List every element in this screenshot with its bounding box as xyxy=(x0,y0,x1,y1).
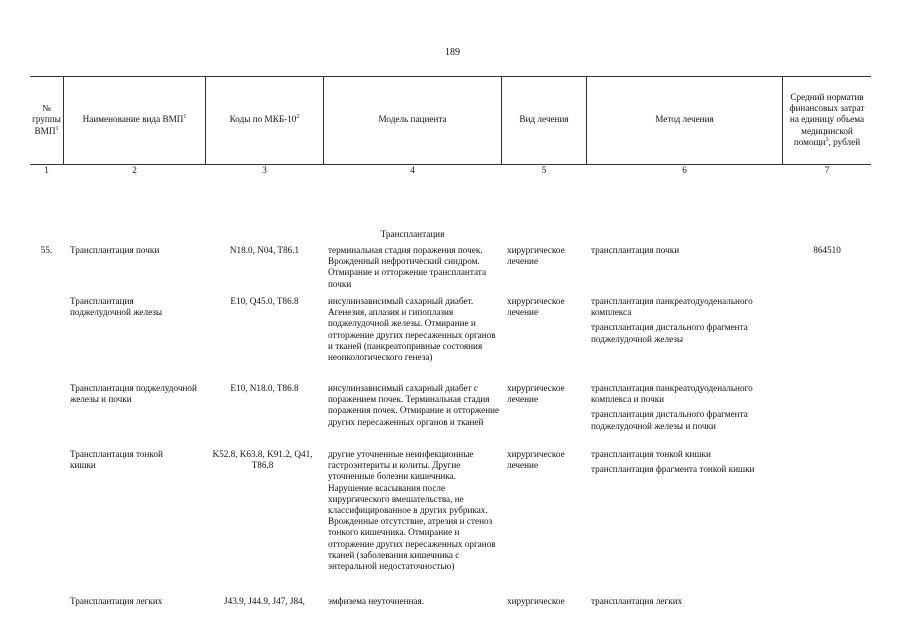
row-patient-model: инсулинзависимый сахарный диабет. Агенезия, аплазия и гипоплазия поджелудочной железы. Отмирание и отторжение других пересаженных органов и тканей (панкреатопривные состояния неонкологического генеза) xyxy=(328,296,496,363)
row-group-number: 55. xyxy=(40,245,53,255)
header-patient-model xyxy=(324,76,501,164)
row-treatment-method xyxy=(591,449,761,479)
header-average-cost-text: Средний норматив финансовых затрат на единицу объема медицинской помощи xyxy=(789,91,865,147)
row-treatment-type: хирургическое лечение xyxy=(507,245,565,267)
column-number: 4 xyxy=(410,165,415,175)
section-title: Трансплантация xyxy=(380,229,445,239)
row-icd-codes: N18.0, N04, T86.1 xyxy=(229,245,300,255)
header-group-number-text: № группы ВМП xyxy=(32,103,61,136)
header-vmp-name-text: Наименование вида ВМП xyxy=(82,114,184,125)
method-item: трансплантация дистального фрагмента поджелудочной железы xyxy=(591,322,748,344)
row-treatment-type: хирургическое лечение xyxy=(507,296,565,318)
page-number: 189 xyxy=(445,47,460,58)
row-vmp-name: Трансплантация легких xyxy=(70,596,163,606)
column-number: 5 xyxy=(541,165,547,175)
header-treatment-type-text: Вид лечения xyxy=(519,114,569,125)
method-item: трансплантация панкреатодуоденального комплекса и почки xyxy=(591,383,753,405)
method-item: трансплантация дистального фрагмента поджелудочной железы и почки xyxy=(591,409,748,431)
row-vmp-name: Трансплантация почки xyxy=(70,245,160,255)
column-number: 7 xyxy=(824,165,830,175)
column-number: 1 xyxy=(44,165,49,175)
header-treatment-type xyxy=(502,76,586,164)
row-icd-codes: J43.9, J44.9, J47, J84, xyxy=(224,596,305,606)
header-icd-codes xyxy=(206,76,323,164)
method-item: трансплантация легких xyxy=(591,596,683,606)
row-patient-model: другие уточненные неинфекционные гастроэнтериты и колиты. Другие уточненные болезни кишечника. Нарушение всасывания после хирургического вмешательства, не классифицированное в других рубриках. Врожденные отсутствие, атрезия и стеноз тонкого кишечника. Отмирание и отторжение других пересаженных органов тканей (заболевания кишечника с энтеральной недостаточностью) xyxy=(328,449,496,572)
header-group-number xyxy=(30,76,63,164)
method-item: трансплантация панкреатодуоденального комплекса xyxy=(591,296,753,318)
header-treatment-method-text: Метод лечения xyxy=(655,114,714,125)
row-treatment-type: хирургическое xyxy=(507,596,565,606)
row-patient-model: эмфизема неуточненная. xyxy=(328,596,425,606)
row-vmp-name: Трансплантация тонкой кишки xyxy=(70,449,163,471)
column-number: 2 xyxy=(132,165,137,175)
row-vmp-name: Трансплантация поджелудочной железы xyxy=(70,296,163,318)
footnote-marker: 1 xyxy=(183,114,187,121)
row-treatment-method xyxy=(591,245,781,260)
header-icd-codes-text: Коды по МКБ-10 xyxy=(229,114,297,125)
row-treatment-type: хирургическое лечение xyxy=(507,449,565,471)
column-number: 6 xyxy=(682,165,687,175)
row-treatment-method xyxy=(591,596,781,611)
header-vmp-name xyxy=(64,76,205,164)
footnote-marker: 2 xyxy=(296,114,300,121)
row-vmp-name: Трансплантация поджелудочной железы и почки xyxy=(70,383,197,405)
row-treatment-method xyxy=(591,383,786,436)
method-item: трансплантация почки xyxy=(591,245,680,255)
row-icd-codes: E10, N18.0, T86.8 xyxy=(230,383,299,393)
row-icd-codes: E10, Q45.0, T86.8 xyxy=(230,296,299,306)
header-average-cost xyxy=(783,76,871,164)
row-treatment-method xyxy=(591,296,786,349)
row-icd-codes: K52.8, K63.8, K91.2, Q41, T86.8 xyxy=(212,449,313,471)
row-patient-model: терминальная стадия поражения почек. Врожденный нефротический синдром. Отмирание и отторжение трансплантата почки xyxy=(328,245,487,289)
footnote-marker: 3 xyxy=(825,136,829,143)
row-treatment-type: хирургическое лечение xyxy=(507,383,565,405)
row-average-cost: 864510 xyxy=(813,245,841,255)
header-patient-model-text: Модель пациента xyxy=(378,114,447,125)
column-number: 3 xyxy=(262,165,267,175)
method-item: трансплантация тонкой кишки xyxy=(591,449,711,459)
footnote-marker: 1 xyxy=(55,125,59,132)
header-treatment-method xyxy=(587,76,782,164)
method-item: трансплантация фрагмента тонкой кишки xyxy=(591,464,755,475)
row-patient-model: инсулинзависимый сахарный диабет с поражением почек. Терминальная стадия поражения почек. Отмирание и отторжение других пересаженных органов и тканей xyxy=(328,383,500,427)
header-average-cost-unit: , рублей xyxy=(828,136,861,147)
